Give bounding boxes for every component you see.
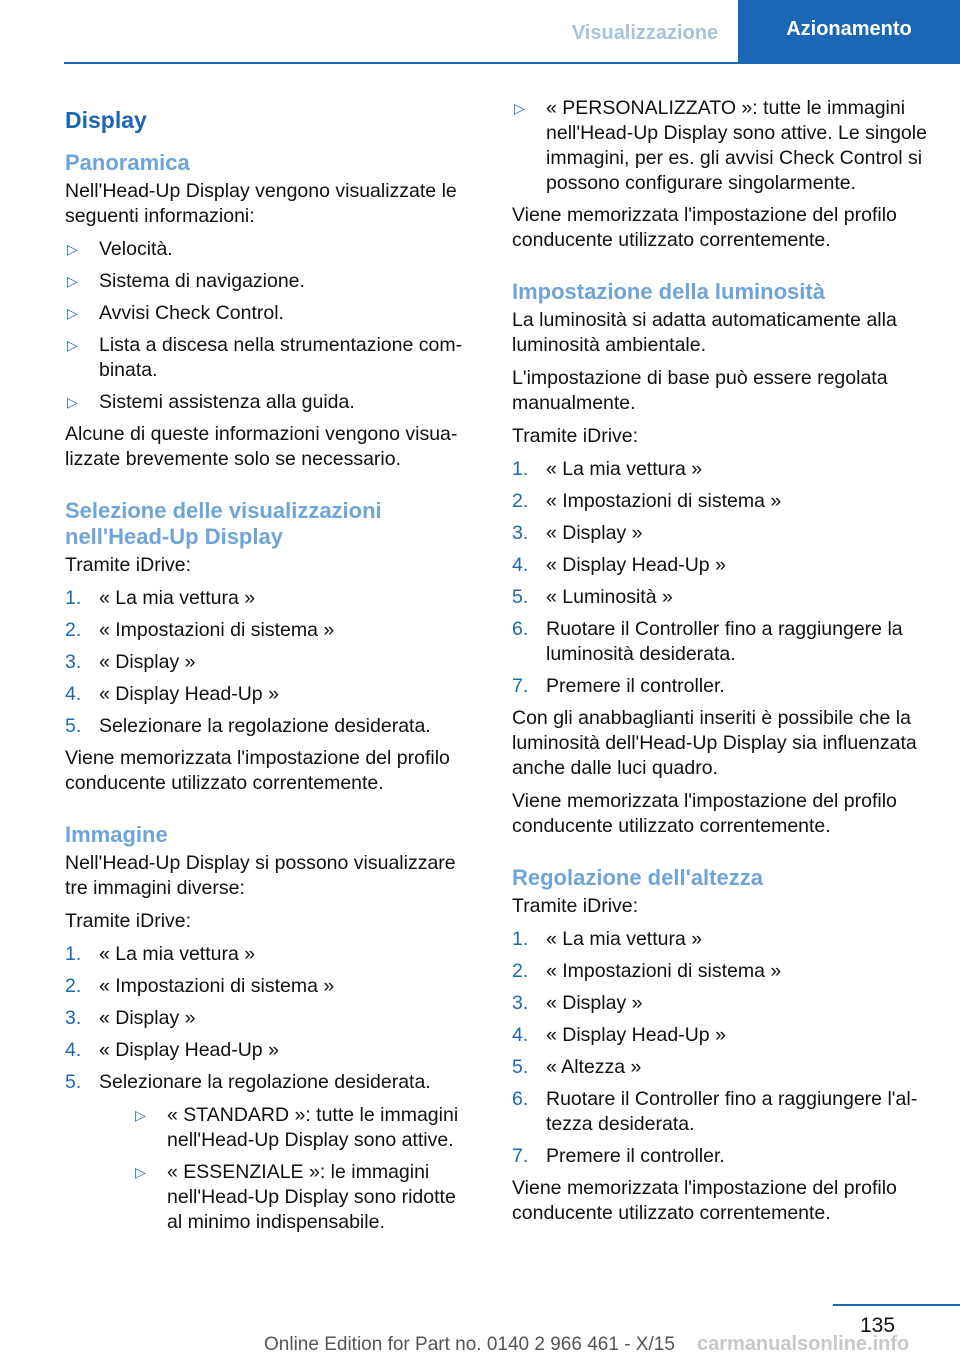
- overview-intro: Nell'Head-Up Display vengono visualizzate le seguenti informazioni:: [65, 180, 457, 227]
- triangle-bullet-icon: ▷: [67, 394, 78, 410]
- step-item: 2. « Impostazioni di sistema »: [512, 490, 782, 512]
- step-item: 3. « Display »: [512, 992, 643, 1014]
- footer-edition: Online Edition for Part no. 0140 2 966 461 - X/15: [264, 1334, 675, 1355]
- header-divider: [64, 62, 960, 64]
- list-item: ▷ « STANDARD »: tutte le immagini nell'Head-Up Display sono attive.: [135, 1104, 459, 1151]
- triangle-bullet-icon: ▷: [67, 241, 78, 257]
- step-item: 6. Ruotare il Controller fino a raggiungere l'altezza desiderata.: [512, 1088, 918, 1135]
- image-options-continued: [512, 96, 930, 196]
- overview-note: Alcune di queste informazioni vengono visualizzate brevemente solo se necessario.: [65, 423, 458, 470]
- step-item: 4. « Display Head-Up »: [65, 683, 279, 705]
- page-number-rule: [833, 1304, 960, 1306]
- step-item: 3. « Display »: [65, 1007, 196, 1029]
- selection-steps: [65, 586, 465, 739]
- brightness-note: Viene memorizzata l'impostazione del profilo conducente utilizzato correntemente.: [512, 790, 897, 837]
- height-heading: Regolazione dell'altezza: [512, 865, 763, 890]
- brightness-p2: L'impostazione di base può essere regolata manualmente.: [512, 367, 888, 414]
- brightness-p1: La luminosità si adatta automaticamente alla luminosità ambientale.: [512, 309, 897, 356]
- triangle-bullet-icon: ▷: [135, 1107, 146, 1123]
- step-item: 3. « Display »: [512, 522, 643, 544]
- page-header: [0, 0, 960, 64]
- image-steps: [65, 942, 465, 1235]
- selection-note: Viene memorizzata l'impostazione del profilo conducente utilizzato correntemente.: [65, 747, 450, 794]
- step-item: 4. « Display Head-Up »: [512, 554, 726, 576]
- watermark: carmanualsonline.info: [697, 1333, 910, 1355]
- brightness-via: Tramite iDrive:: [512, 425, 639, 447]
- overview-list: [65, 237, 465, 415]
- tab-azionamento-label: Azionamento: [786, 17, 912, 40]
- triangle-bullet-icon: ▷: [67, 305, 78, 321]
- height-note: Viene memorizzata l'impostazione del profilo conducente utilizzato correntemente.: [512, 1177, 897, 1224]
- selection-heading: Selezione delle visualizzazioni nell'Head-Up Display: [65, 498, 382, 549]
- step-item: 4. « Display Head-Up »: [65, 1039, 279, 1061]
- list-item: ▷ Velocità.: [67, 238, 173, 260]
- page-number: 135: [860, 1314, 896, 1337]
- section-title: Display: [65, 107, 147, 133]
- tab-azionamento[interactable]: [738, 0, 960, 62]
- step-item: 6. Ruotare il Controller fino a raggiungere la luminosità desiderata.: [512, 618, 903, 665]
- step-item: 1. « La mia vettura »: [512, 928, 703, 950]
- step-item: 1. « La mia vettura »: [65, 943, 256, 965]
- left-column: [65, 96, 465, 1242]
- triangle-bullet-icon: ▷: [514, 100, 525, 116]
- list-item: ▷ « ESSENZIALE »: le immagini nell'Head-Up Display sono ridotte al minimo indispensabile.: [135, 1161, 456, 1233]
- list-item: ▷ Sistema di navigazione.: [67, 270, 305, 292]
- brightness-heading: Impostazione della luminosità: [512, 279, 825, 304]
- height-steps: [512, 927, 930, 1169]
- list-item: ▷ Lista a discesa nella strumentazione combinata.: [67, 334, 463, 381]
- triangle-bullet-icon: ▷: [135, 1164, 146, 1180]
- list-item: ▷ Sistemi assistenza alla guida.: [67, 391, 355, 413]
- list-item: ▷ Avvisi Check Control.: [67, 302, 284, 324]
- step-item: 1. « La mia vettura »: [65, 587, 256, 609]
- step-item: 2. « Impostazioni di sistema »: [65, 619, 335, 641]
- step-item: 5. « Luminosità »: [512, 586, 673, 608]
- step-item: 2. « Impostazioni di sistema »: [65, 975, 335, 997]
- step-item: 3. « Display »: [65, 651, 196, 673]
- image-heading: Immagine: [65, 822, 168, 847]
- tab-visualizzazione[interactable]: Visualizzazione: [571, 22, 719, 44]
- step-item: 7. Premere il controller.: [512, 675, 725, 697]
- selection-via: Tramite iDrive:: [65, 554, 192, 576]
- brightness-p3: Con gli anabbaglianti inseriti è possibile che la luminosità dell'Head-Up Display sia influenzata anche dalle luci quadro.: [512, 707, 917, 779]
- step-item: 7. Premere il controller.: [512, 1145, 725, 1167]
- step-item: 5. Selezionare la regolazione desiderata. ▷ « STANDARD »: tutte le immagini nell'Head-Up Display sono attive. ▷ « ESSENZIALE »: le immagini nell'Head-Up Display sono ridotte al minimo indispensabile.: [65, 1070, 465, 1235]
- overview-heading: Panoramica: [65, 150, 190, 175]
- step-item: 5. Selezionare la regolazione desiderata.: [65, 715, 431, 737]
- step-item: 2. « Impostazioni di sistema »: [512, 960, 782, 982]
- brightness-steps: [512, 457, 930, 699]
- step-item: 5. « Altezza »: [512, 1056, 642, 1078]
- list-item: ▷ « PERSONALIZZATO »: tutte le immagini nell'Head-Up Display sono attive. Le singole immagini, per es. gli avvisi Check Control si possono configurare singolarmente.: [514, 97, 927, 194]
- triangle-bullet-icon: ▷: [67, 337, 78, 353]
- height-via: Tramite iDrive:: [512, 895, 639, 917]
- step-item: 4. « Display Head-Up »: [512, 1024, 726, 1046]
- image-note: Viene memorizzata l'impostazione del profilo conducente utilizzato correntemente.: [512, 204, 897, 251]
- step-item: 1. « La mia vettura »: [512, 458, 703, 480]
- image-via: Tramite iDrive:: [65, 910, 192, 932]
- right-column: [512, 96, 930, 1234]
- image-intro: Nell'Head-Up Display si possono visualizzare tre immagini diverse:: [65, 852, 456, 899]
- triangle-bullet-icon: ▷: [67, 273, 78, 289]
- image-options: [133, 1103, 465, 1235]
